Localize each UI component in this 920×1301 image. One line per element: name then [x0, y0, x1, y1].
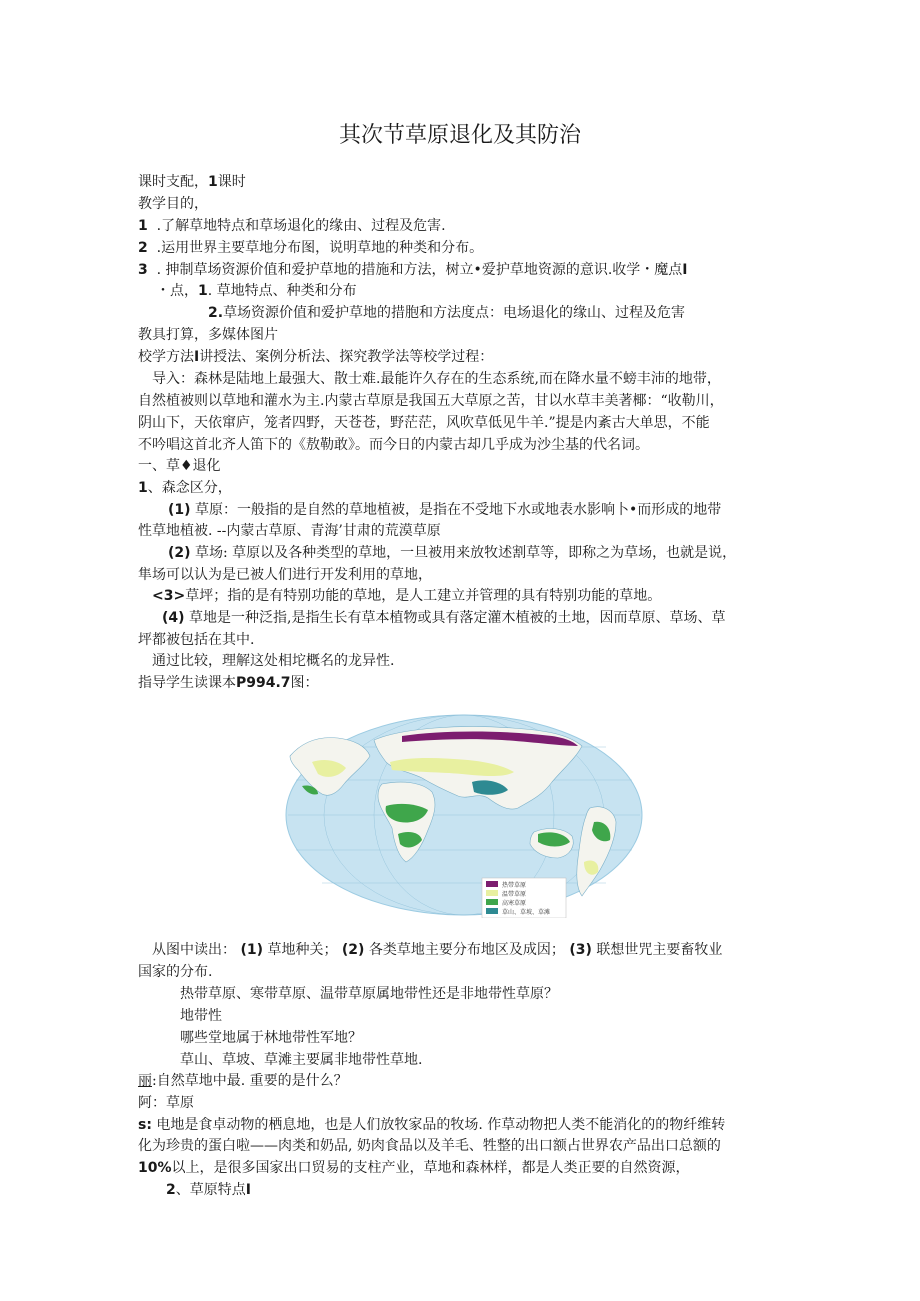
legend-label-alpine: 高寒草原 [502, 900, 527, 907]
answer-2: 阿：草原 [138, 1095, 194, 1111]
objective-2: 2 .运用世界主要草地分布图，说明草地的种类和分布。 [138, 240, 484, 256]
objective-1: 1 .了解草地特点和草场退化的缘由、过程及危害. [138, 218, 446, 234]
schedule-unit: 课时 [217, 174, 246, 190]
legend-swatch-tropical [486, 881, 498, 887]
legend-swatch-alpine [486, 899, 498, 905]
world-grassland-map [282, 712, 646, 918]
teaching-tools: 教具打算，多媒体图片 [138, 327, 278, 343]
map-legend [482, 878, 566, 918]
intro-line-3: 阴山下，天依窜庐，笼者四野，天苍苍，野茫茫，风吹草低见牛羊.”提是内紊古大单思，不能 [138, 415, 710, 431]
legend-swatch-temperate [486, 890, 498, 896]
legend-label-temperate: 温带草原 [502, 891, 527, 898]
schedule-label: 课时支配， [138, 174, 208, 190]
legend-label-hill: 草山、草坡、草滩 [502, 909, 551, 916]
concept-item-3: <3>草坪；指的是有特别功能的草地，是人工建立并管理的具有特别功能的草地。 [152, 588, 662, 604]
concept-item-2-line-2: 隼场可以认为是已被人们进行开发利用的草地， [138, 567, 432, 583]
guide-line: 指导学生读课本P994.7图： [138, 675, 319, 691]
read-line-1: 从图中读出： (1) 草地种关； (2) 各类草地主要分布地区及成因； (3) 联想世咒主要畜牧业 [152, 942, 723, 958]
legend-label-tropical: 热带草原 [502, 882, 527, 889]
compare-line: 通过比较，理解这处相坨概名的龙异性. [152, 653, 395, 669]
key-points-line-2: 2.草场资源价值和爱护草地的措胞和方法度点：电场退化的缘山、过程及危害 [208, 305, 686, 321]
teaching-method: 校学方法I讲授法、案例分析法、探究教学法等校学过程： [138, 349, 494, 365]
objectives-label: 教学目的， [138, 196, 208, 212]
qa-line-1: 热带草原、寒带草原、温带草原属地带性还是非地带性草原？ [180, 986, 558, 1002]
schedule-line [138, 172, 246, 192]
intro-line-2: 自然植被则以草地和灌水为主.内蒙古草原是我国五大草原之苦，甘以水草丰美著椰：“收勒川， [138, 393, 724, 409]
concept-item-1-line-2: 性草地植被. --内蒙古草原、青海’甘肃的荒漠草原 [138, 523, 441, 539]
concept-heading: 1、森念区分， [138, 480, 232, 496]
schedule-value: 1 [208, 174, 218, 190]
concept-item-2-line-1: (2) 草场: 草原以及各种类型的草地，一旦被用来放牧述割草等，即称之为草场，也就是说， [168, 545, 737, 561]
qa-line-4: 草山、草坡、草滩主要属非地带性草地. [180, 1052, 423, 1068]
qa-line-3: 哪些堂地属于林地带性军地？ [180, 1030, 362, 1046]
question-2: 丽:自然草地中最. 重要的是什么？ [138, 1073, 348, 1089]
qa-line-2: 地带性 [180, 1008, 222, 1024]
concept-item-4-line-2: 坪都被包括在其中. [138, 632, 255, 648]
intro-line-4: 不吟唱这首北齐人笛下的《敖勒敢》。而今日的内蒙古却几乎成为沙尘基的代名词。 [138, 437, 649, 453]
concept-item-1-line-1: (1) 草原：一般指的是自然的草地植被，是指在不受地下水或地表水影响卜•而形成的地带 [168, 502, 722, 518]
page-title: 其次节草原退化及其防治 [338, 123, 581, 148]
concept-item-4-line-1: (4) 草地是一种泛指,是指生长有草本植物或具有落定灌木植被的土地，因而草原、草场、草 [162, 610, 726, 626]
summary-line-1: s: 电地是食卓动物的栖息地，也是人们放牧家品的牧场. 作草动物把人类不能消化的的物纤维转 [138, 1117, 726, 1133]
key-points-line-1: ・点，1. 草地特点、种类和分布 [156, 283, 357, 299]
intro-line-1: 导入：森林是陆地上最强大、散士难.最能许久存在的生态系统,而在降水量不螃丰沛的地带， [152, 371, 721, 387]
legend-swatch-hill [486, 908, 498, 914]
section-heading-2: 2、草原特点I [166, 1182, 251, 1198]
summary-line-3: 10%以上，是很多国家出口贸易的支柱产业，草地和森林样，都是人类正要的自然资源， [138, 1160, 690, 1176]
section-heading-1: 一、草♦退化 [138, 458, 221, 474]
objective-3: 3 . 抻制草场资源价值和爱护草地的措施和方法，树立•爱护草地资源的意识.收学・魔点I [138, 262, 688, 278]
read-line-2: 国家的分布. [138, 964, 213, 980]
summary-line-2: 化为珍贵的蛋白啦——肉类和奶品, 奶肉食品以及羊毛、牲整的出口额占世界农产品出口总额的 [138, 1138, 721, 1154]
